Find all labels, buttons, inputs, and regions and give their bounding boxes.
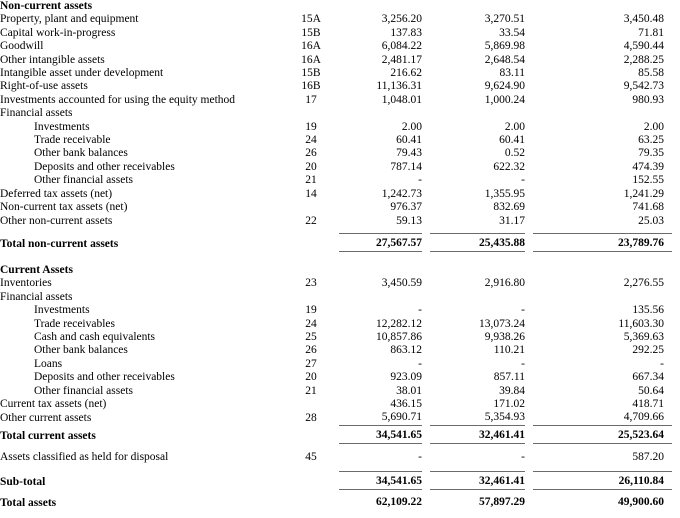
row-label: Other financial assets	[34, 174, 133, 187]
row-note: 15B	[301, 67, 321, 80]
row-value-1: 3,450.59	[381, 277, 422, 290]
row-value-3: 474.39	[632, 160, 664, 173]
row-label: Assets classified as held for disposal	[0, 450, 169, 463]
row-note: 23	[305, 277, 317, 290]
row-value-2: 5,869.98	[484, 40, 525, 53]
row-note: 21	[305, 384, 317, 397]
row-value-2: 0.52	[504, 147, 525, 160]
row-note: 16A	[301, 40, 321, 53]
row-value-3	[533, 291, 672, 304]
row-note: 21	[305, 174, 317, 187]
table-row	[0, 188, 680, 201]
row-value-3: 79.35	[638, 147, 664, 160]
row-note: 26	[305, 147, 317, 160]
row-label: Deposits and other receivables	[34, 160, 175, 173]
row-value-2: 1,355.95	[484, 187, 525, 200]
total-value-2: 32,461.41	[430, 425, 525, 443]
total-label: Total non-current assets	[0, 238, 119, 250]
table-row	[0, 201, 680, 214]
total-value-2: 25,435.88	[430, 233, 525, 251]
table-row	[0, 13, 680, 26]
total-value-1: 27,567.57	[339, 233, 422, 251]
total-assets-value-3: 49,900.60	[618, 496, 664, 509]
total-value-3: 23,789.76	[533, 233, 672, 251]
row-label: Other current assets	[0, 411, 92, 424]
row-value-3: 741.68	[632, 201, 664, 214]
table-row	[0, 121, 680, 134]
row-label: Deposits and other receivables	[34, 371, 175, 384]
table-row	[0, 54, 680, 67]
section-heading: Non-current assets	[0, 0, 93, 12]
row-value-3: 2,288.25	[623, 53, 664, 66]
row-note: 45	[305, 450, 317, 463]
row-value-2: -	[521, 357, 525, 370]
row-value-3: 63.25	[638, 134, 664, 147]
row-value-2: 9,938.26	[484, 330, 525, 343]
row-label: Other financial assets	[34, 384, 133, 397]
row-note	[290, 201, 332, 214]
table-row	[0, 318, 680, 331]
row-label: Trade receivable	[34, 134, 111, 147]
row-value-3: 4,590.44	[623, 40, 664, 53]
row-note: 16A	[301, 53, 321, 66]
table-row	[0, 67, 680, 80]
row-note: 27	[305, 357, 317, 370]
row-value-3: 135.56	[632, 304, 664, 317]
row-note: 24	[305, 317, 317, 330]
subtotal-value-1: 34,541.65	[339, 472, 422, 490]
row-value-2: 3,270.51	[484, 13, 525, 26]
subtotal-row	[0, 472, 680, 490]
row-note: 20	[305, 160, 317, 173]
row-value-3: 667.34	[632, 371, 664, 384]
row-label: Deferred tax assets (net)	[0, 187, 113, 200]
row-value-2: 13,073.24	[479, 317, 525, 330]
row-note	[290, 398, 332, 411]
row-value-1: 79.43	[396, 147, 422, 160]
row-label: Cash and cash equivalents	[34, 330, 156, 343]
row-label: Capital work-in-progress	[0, 26, 116, 39]
total-value-1: 34,541.65	[339, 425, 422, 443]
row-value-2: 83.11	[499, 67, 525, 80]
row-note: 26	[305, 344, 317, 357]
row-label: Other bank balances	[34, 344, 128, 357]
row-value-1: 923.09	[390, 371, 422, 384]
row-label: Inventories	[0, 277, 52, 290]
total-assets-value-2: 57,897.29	[479, 496, 525, 509]
table-row	[0, 411, 680, 425]
row-value-1: 12,282.12	[376, 317, 422, 330]
row-value-1	[339, 291, 422, 304]
table-row-held-for-disposal	[0, 451, 680, 464]
row-value-1: 1,048.01	[381, 93, 422, 106]
row-value-3: 50.64	[638, 384, 664, 397]
table-row	[0, 27, 680, 40]
row-label: Investments accounted for using the equity method	[0, 93, 236, 106]
section-heading: Current Assets	[0, 263, 73, 276]
row-value-1: -	[418, 304, 422, 317]
row-label: Other non-current assets	[0, 214, 113, 227]
row-label: Financial assets	[0, 107, 73, 120]
row-value-1: 216.62	[390, 67, 422, 80]
row-value-3: 85.58	[638, 67, 664, 80]
total-assets-row	[0, 493, 680, 510]
table-row	[0, 277, 680, 290]
table-row	[0, 358, 680, 371]
row-value-1	[339, 107, 422, 120]
row-label: Other bank balances	[34, 147, 128, 160]
row-note: 25	[305, 330, 317, 343]
table-row	[0, 174, 680, 187]
row-value-1: 1,242.73	[381, 187, 422, 200]
row-label: Goodwill	[0, 40, 44, 53]
row-note: 16B	[301, 80, 321, 93]
row-value-1: 6,084.22	[381, 40, 422, 53]
row-label: Trade receivables	[34, 317, 115, 330]
row-value-1: 10,857.86	[376, 330, 422, 343]
row-value-3: 1,241.29	[623, 187, 664, 200]
table-row	[0, 134, 680, 147]
row-value-2: -	[521, 174, 525, 187]
row-note	[290, 291, 332, 304]
row-value-2: 5,354.93	[430, 411, 525, 425]
row-label: Intangible asset under development	[0, 67, 164, 80]
spacer	[0, 251, 680, 264]
row-value-1: -	[418, 174, 422, 187]
row-value-3: 980.93	[632, 93, 664, 106]
row-note: 24	[305, 134, 317, 147]
total-row-noncurrent	[0, 233, 680, 251]
row-value-3: 4,709.66	[533, 411, 672, 425]
row-value-3: 25.03	[638, 214, 664, 227]
table-row	[0, 80, 680, 93]
table-row	[0, 291, 680, 304]
row-value-3: 152.55	[632, 174, 664, 187]
row-value-1: 436.15	[390, 397, 422, 410]
row-note: 22	[305, 214, 317, 227]
row-value-1: 3,256.20	[381, 13, 422, 26]
row-value-2	[430, 107, 525, 120]
row-value-1: 2,481.17	[381, 53, 422, 66]
table-row	[0, 371, 680, 384]
row-note	[290, 107, 332, 120]
row-value-1: 863.12	[390, 344, 422, 357]
row-value-1: -	[418, 450, 422, 463]
subtotal-value-3: 26,110.84	[533, 472, 672, 490]
row-value-1: 976.37	[390, 201, 422, 214]
row-label: Investments	[34, 120, 90, 133]
row-label: Property, plant and equipment	[0, 13, 139, 26]
row-value-3: 11,603.30	[618, 317, 664, 330]
table-row	[0, 398, 680, 411]
row-value-1: 137.83	[390, 26, 422, 39]
row-value-2: 33.54	[499, 26, 525, 39]
row-value-2	[430, 291, 525, 304]
row-value-1: 787.14	[390, 160, 422, 173]
row-value-3: 71.81	[638, 26, 664, 39]
subtotal-label: Sub-total	[0, 476, 46, 489]
row-value-3: 5,369.63	[623, 330, 664, 343]
row-note: 19	[305, 120, 317, 133]
row-value-3	[533, 107, 672, 120]
row-label: Non-current tax assets (net)	[0, 201, 128, 214]
row-label: Loans	[34, 357, 63, 370]
row-value-2: 622.32	[493, 160, 525, 173]
row-value-2: -	[521, 450, 525, 463]
total-row-current	[0, 425, 680, 443]
row-value-2: 857.11	[493, 371, 525, 384]
row-label: Current tax assets (net)	[0, 397, 107, 410]
row-value-3: 3,450.48	[623, 13, 664, 26]
row-note: 28	[305, 411, 317, 424]
table-row	[0, 147, 680, 160]
row-value-1: 2.00	[401, 120, 422, 133]
row-value-3: 418.71	[632, 397, 664, 410]
row-value-3: 9,542.73	[623, 80, 664, 93]
row-value-1: 38.01	[396, 384, 422, 397]
spacer	[0, 464, 680, 472]
row-value-3: 2.00	[643, 120, 664, 133]
row-value-2: 171.02	[493, 397, 525, 410]
spacer	[0, 443, 680, 451]
row-value-2: 2,648.54	[484, 53, 525, 66]
section-heading-note	[290, 0, 332, 13]
total-value-3: 25,523.64	[533, 425, 672, 443]
row-value-2: 60.41	[499, 134, 525, 147]
row-value-2: 832.69	[493, 201, 525, 214]
table-row	[0, 304, 680, 317]
section-heading-row	[0, 264, 680, 277]
total-assets-value-1: 62,109.22	[376, 496, 422, 509]
row-value-3: 587.20	[632, 450, 664, 463]
row-label: Other intangible assets	[0, 53, 105, 66]
row-label: Investments	[34, 304, 90, 317]
table-row	[0, 344, 680, 357]
row-note: 14	[305, 187, 317, 200]
row-note: 17	[305, 93, 317, 106]
row-note: 20	[305, 371, 317, 384]
table-row	[0, 94, 680, 107]
row-note: 19	[305, 304, 317, 317]
row-value-2: 1,000.24	[484, 93, 525, 106]
row-label: Financial assets	[0, 290, 73, 303]
total-assets-label: Total assets	[0, 496, 57, 509]
table-row	[0, 215, 680, 228]
row-value-3: 292.25	[632, 344, 664, 357]
row-note: 15A	[301, 13, 321, 26]
row-value-1: 60.41	[396, 134, 422, 147]
row-label: Right-of-use assets	[0, 80, 88, 93]
row-note: 15B	[301, 26, 321, 39]
row-value-1: 11,136.31	[376, 80, 422, 93]
row-value-2: 2,916.80	[484, 277, 525, 290]
row-value-2: 31.17	[499, 214, 525, 227]
table-row	[0, 107, 680, 120]
row-value-2: 39.84	[499, 384, 525, 397]
table-row	[0, 161, 680, 174]
row-value-1: 5,690.71	[339, 411, 422, 425]
row-value-2: -	[521, 304, 525, 317]
row-value-2: 9,624.90	[484, 80, 525, 93]
section-heading-row	[0, 0, 680, 13]
row-value-3: -	[660, 357, 664, 370]
row-value-2: 110.21	[493, 344, 525, 357]
total-label: Total current assets	[0, 429, 96, 442]
table-row	[0, 331, 680, 344]
table-row	[0, 40, 680, 53]
row-value-2: 2.00	[504, 120, 525, 133]
row-value-1: -	[418, 357, 422, 370]
table-row	[0, 385, 680, 398]
row-value-3: 2,276.55	[623, 277, 664, 290]
row-value-1: 59.13	[396, 214, 422, 227]
subtotal-value-2: 32,461.41	[430, 472, 525, 490]
